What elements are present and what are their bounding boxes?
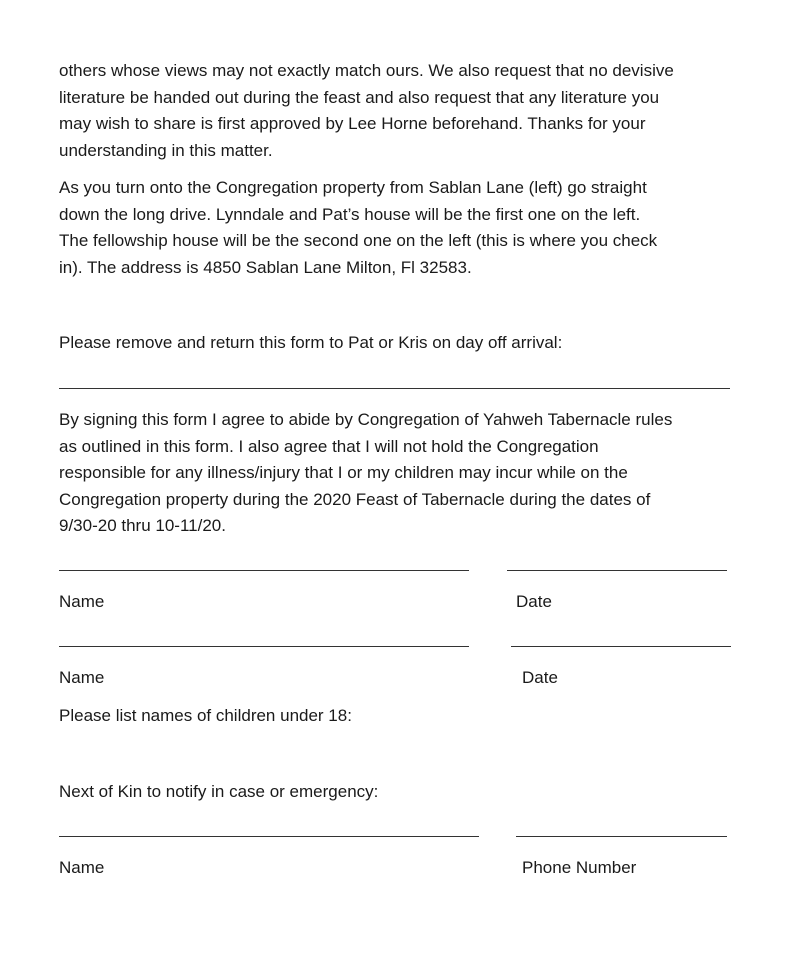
separator-line (59, 388, 730, 389)
return-instruction: Please remove and return this form to Pat or Kris on day off arrival: (59, 333, 563, 352)
intro-line: understanding in this matter. (59, 140, 273, 160)
kin-phone-label: Phone Number (522, 858, 637, 877)
kin-name-label: Name (59, 858, 105, 877)
directions-paragraph (59, 175, 749, 281)
agreement-paragraph (59, 407, 749, 540)
kin-phone-line[interactable] (516, 836, 727, 837)
agreement-line: responsible for any illness/injury that I or my children may incur while on the (59, 463, 628, 482)
agreement-line: 9/30-20 thru 10-11/20. (59, 516, 226, 535)
next-of-kin-prompt: Next of Kin to notify in case or emergency: (59, 782, 379, 801)
date-label: Date (516, 592, 552, 611)
date-signature-line[interactable] (507, 570, 727, 571)
intro-line: may wish to share is first approved by Lee Horne beforehand. Thanks for your (59, 114, 646, 133)
name-label: Name (59, 668, 105, 687)
name-label: Name (59, 592, 105, 611)
kin-name-line[interactable] (59, 836, 479, 837)
intro-line: literature be handed out during the feast and also request that any literature you (59, 87, 660, 107)
agreement-line: Congregation property during the 2020 Feast of Tabernacle during the dates of (59, 489, 651, 509)
name-signature-line[interactable] (59, 570, 469, 571)
intro-line: others whose views may not exactly match ours. We also request that no devisive (59, 61, 674, 80)
directions-line: in). The address is 4850 Sablan Lane Milton, Fl 32583. (59, 257, 472, 277)
agreement-line: By signing this form I agree to abide by Congregation of Yahweh Tabernacle rules (59, 410, 673, 429)
agreement-line: as outlined in this form. I also agree that I will not hold the Congregation (59, 436, 599, 456)
date-label: Date (522, 668, 558, 687)
directions-line: The fellowship house will be the second one on the left (this is where you check (59, 231, 658, 250)
date-signature-line[interactable] (511, 646, 731, 647)
children-prompt: Please list names of children under 18: (59, 706, 352, 725)
name-signature-line[interactable] (59, 646, 469, 647)
intro-paragraph (59, 58, 749, 164)
directions-line: As you turn onto the Congregation property from Sablan Lane (left) go straight (59, 178, 647, 197)
directions-line: down the long drive. Lynndale and Pat’s house will be the first one on the left. (59, 204, 641, 224)
